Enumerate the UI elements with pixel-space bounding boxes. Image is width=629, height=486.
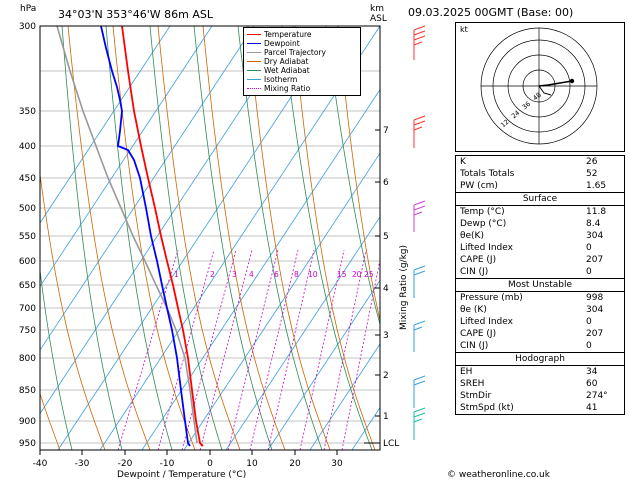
- row-label: PW (cm): [460, 181, 498, 191]
- legend-item-temperature: [247, 30, 357, 39]
- legend-item-dewpoint: [247, 39, 357, 48]
- row-value: 11.8: [586, 207, 607, 217]
- svg-text:0: 0: [207, 459, 213, 469]
- row-label: Lifted Index: [460, 243, 513, 253]
- surface-row-dewp: [456, 218, 624, 230]
- row-value: 0: [586, 243, 592, 253]
- indices-table: [455, 155, 625, 415]
- surface-row-temp: [456, 206, 624, 218]
- surface-row-theta-e: [456, 230, 624, 242]
- svg-text:6: 6: [383, 178, 389, 188]
- svg-text:5: 5: [383, 232, 389, 242]
- legend-swatch-icon: [247, 70, 261, 71]
- wind-barb-column: [396, 20, 442, 450]
- row-label: SREH: [460, 379, 485, 389]
- station-title: 34°03'N 353°46'W 86m ASL: [58, 8, 213, 21]
- hodo-row-stmspd: [456, 402, 624, 414]
- surface-row-lifted-index: [456, 242, 624, 254]
- row-label: K: [460, 157, 466, 167]
- svg-text:10: 10: [308, 270, 318, 279]
- svg-text:20: 20: [289, 459, 301, 469]
- row-value: 52: [586, 169, 598, 179]
- row-value: 0: [586, 341, 592, 351]
- hodograph-plot: [456, 23, 622, 149]
- svg-text:2: 2: [383, 371, 389, 381]
- row-value: 8.4: [586, 219, 601, 229]
- legend-item-parcel-trajectory: [247, 48, 357, 57]
- row-value: 207: [586, 255, 604, 265]
- row-value: 207: [586, 329, 604, 339]
- x-axis-label: Dewpoint / Temperature (°C): [117, 470, 247, 480]
- pressure-tick-labels: [19, 22, 36, 449]
- row-value: 274°: [586, 391, 608, 401]
- copyright-credit: © weatheronline.co.uk: [447, 470, 550, 480]
- svg-text:8: 8: [294, 270, 299, 279]
- chart-legend: [243, 27, 361, 96]
- svg-text:10: 10: [246, 459, 258, 469]
- hodograph-panel: [455, 22, 625, 152]
- mu-row-cape: [456, 328, 624, 340]
- row-label: θe(K): [460, 231, 484, 241]
- hodograph-section-header: Hodograph: [456, 352, 624, 366]
- svg-text:12: 12: [499, 117, 511, 130]
- legend-label: Wet Adiabat: [264, 66, 310, 75]
- svg-text:7: 7: [383, 126, 389, 136]
- row-value: 60: [586, 379, 598, 389]
- svg-text:550: 550: [18, 232, 36, 242]
- svg-text:900: 900: [18, 417, 36, 427]
- svg-text:15: 15: [337, 270, 347, 279]
- pressure-axis-unit: hPa: [20, 4, 37, 14]
- svg-text:700: 700: [18, 304, 36, 314]
- hodograph-endpoint: [570, 79, 574, 83]
- row-value: 998: [586, 293, 604, 303]
- surface-row-cape: [456, 254, 624, 266]
- row-label: Pressure (mb): [460, 293, 523, 303]
- svg-text:20: 20: [352, 270, 362, 279]
- mu-row-lifted-index: [456, 316, 624, 328]
- row-label: Lifted Index: [460, 317, 513, 327]
- mixing-ratio-axis-label: Mixing Ratio (g/kg): [399, 244, 409, 330]
- legend-swatch-icon: [247, 61, 261, 62]
- hodograph-unit-label: kt: [460, 25, 468, 34]
- row-label: CIN (J): [460, 341, 489, 351]
- svg-text:-10: -10: [159, 459, 175, 469]
- svg-text:LCL: LCL: [383, 439, 400, 449]
- svg-text:450: 450: [18, 174, 36, 184]
- row-label: CAPE (J): [460, 329, 497, 339]
- row-label: Dewp (°C): [460, 219, 507, 229]
- legend-swatch-icon: [247, 52, 261, 53]
- legend-swatch-icon: [247, 34, 261, 35]
- legend-item-dry-adiabat: [247, 57, 357, 66]
- svg-text:6: 6: [274, 270, 279, 279]
- svg-text:850: 850: [18, 386, 36, 396]
- mu-row-pressure: [456, 292, 624, 304]
- legend-item-mixing-ratio: [247, 84, 357, 93]
- svg-text:-30: -30: [74, 459, 90, 469]
- model-run-title: 09.03.2025 00GMT (Base: 00): [408, 6, 574, 19]
- svg-text:-40: -40: [32, 459, 48, 469]
- svg-text:48: 48: [531, 90, 543, 103]
- svg-text:24: 24: [509, 108, 522, 121]
- index-row-pw: [456, 180, 624, 192]
- svg-text:1: 1: [383, 412, 389, 422]
- surface-row-cin: [456, 266, 624, 278]
- legend-swatch-icon: [247, 43, 261, 44]
- svg-text:300: 300: [18, 22, 36, 32]
- most-unstable-section-header: Most Unstable: [456, 278, 624, 292]
- row-label: StmSpd (kt): [460, 403, 514, 413]
- row-label: StmDir: [460, 391, 492, 401]
- legend-label: Parcel Trajectory: [264, 48, 326, 57]
- row-value: 41: [586, 403, 598, 413]
- svg-text:3: 3: [383, 331, 389, 341]
- svg-text:500: 500: [18, 204, 36, 214]
- svg-text:4: 4: [383, 284, 389, 294]
- svg-text:750: 750: [18, 326, 36, 336]
- row-label: CIN (J): [460, 267, 489, 277]
- row-label: Totals Totals: [460, 169, 515, 179]
- svg-text:1: 1: [174, 270, 179, 279]
- legend-label: Dewpoint: [264, 39, 300, 48]
- svg-text:25: 25: [364, 270, 374, 279]
- hodo-row-sreh: [456, 378, 624, 390]
- row-value: 26: [586, 157, 598, 167]
- svg-text:400: 400: [18, 142, 36, 152]
- legend-swatch-icon: [247, 79, 261, 80]
- legend-swatch-icon: [247, 88, 261, 89]
- index-row-totals-totals: [456, 168, 624, 180]
- hodo-row-stmdir: [456, 390, 624, 402]
- hodograph-trace: [539, 81, 572, 86]
- row-label: θe (K): [460, 305, 487, 315]
- row-value: 1.65: [586, 181, 607, 191]
- svg-text:800: 800: [18, 354, 36, 364]
- legend-item-wet-adiabat: [247, 66, 357, 75]
- hodo-row-eh: [456, 366, 624, 378]
- index-row-k: [456, 156, 624, 168]
- svg-text:650: 650: [18, 281, 36, 291]
- row-label: EH: [460, 367, 473, 377]
- svg-text:350: 350: [18, 107, 36, 117]
- svg-text:3: 3: [232, 270, 237, 279]
- svg-text:36: 36: [520, 99, 533, 112]
- svg-text:950: 950: [18, 439, 36, 449]
- mu-row-theta-e: [456, 304, 624, 316]
- svg-text:4: 4: [249, 270, 254, 279]
- svg-text:-20: -20: [117, 459, 133, 469]
- svg-text:30: 30: [331, 459, 343, 469]
- legend-label: Mixing Ratio: [264, 84, 311, 93]
- legend-label: Temperature: [264, 30, 312, 39]
- hodograph-ring-labels: [499, 91, 543, 129]
- row-value: 0: [586, 317, 592, 327]
- row-value: 304: [586, 231, 604, 241]
- legend-label: Dry Adiabat: [264, 57, 309, 66]
- row-value: 304: [586, 305, 604, 315]
- surface-section-header: Surface: [456, 192, 624, 206]
- row-value: 0: [586, 267, 592, 277]
- km-label: km: [370, 4, 384, 14]
- asl-label: ASL: [370, 14, 387, 24]
- row-label: CAPE (J): [460, 255, 497, 265]
- legend-item-isotherm: [247, 75, 357, 84]
- mu-row-cin: [456, 340, 624, 352]
- row-label: Temp (°C): [460, 207, 505, 217]
- svg-text:2: 2: [210, 270, 215, 279]
- x-axis-tick-labels: [33, 459, 343, 469]
- row-value: 34: [586, 367, 598, 377]
- legend-label: Isotherm: [264, 75, 298, 84]
- svg-text:600: 600: [18, 257, 36, 267]
